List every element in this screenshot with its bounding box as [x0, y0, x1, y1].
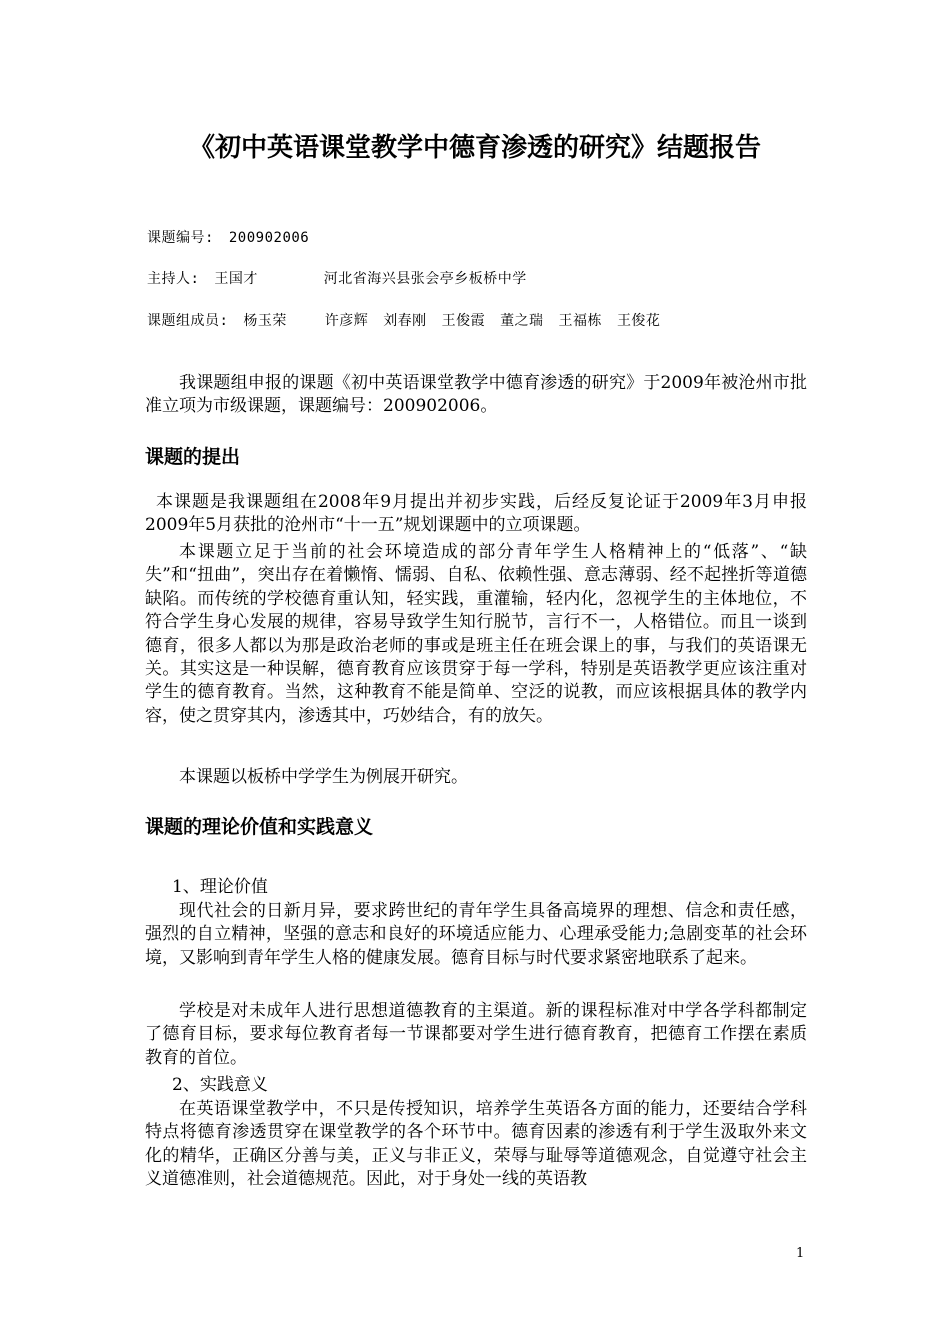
member-name: 董之瑞 [500, 313, 544, 329]
subheading-theory: 1、理论价值 [172, 877, 268, 897]
theory-paragraph-1: 现代社会的日新月异，要求跨世纪的青年学生具备高境界的理想、信念和责任感，强烈的自立精神，坚强的意志和良好的环境适应能力、心理承受能力;急剧变革的社会环境，又影响到青年学生人格的健康发展。德育目标与时代要求紧密地联系了起来。 [145, 901, 807, 968]
member-name: 王俊霞 [441, 313, 486, 329]
proposal-paragraph-1: 本课题是我课题组在2008年9月提出并初步实践，后经反复论证于2009年3月申报2009年5月获批的沧州市“十一五”规划课题中的立项课题。 [145, 492, 807, 536]
theory-paragraph-2: 学校是对未成年人进行思想道德教育的主渠道。新的课程标准对中学各学科都制定了德育目标，要求每位教育者每一节课都要对学生进行德育教育，把德育工作摆在素质教育的首位。 [145, 1001, 807, 1068]
members-label: 课题组成员: [147, 313, 229, 329]
proposal-paragraph-2: 本课题立足于当前的社会环境造成的部分青年学生人格精神上的“低落”、“缺失”和“扭曲”，突出存在着懒惰、懦弱、自私、依赖性强、意志薄弱、经不起挫折等道德缺陷。而传统的学校德育重认知，轻实践，重灌输，轻内化，忽视学生的主体地位，不符合学生身心发展的规律，容易导致学生知行脱节，言行不一，人格错位。而且一谈到德育，很多人都以为那是政治老师的事或是班主任在班会课上的事，与我们的英语课无关。其实这是一种误解，德育教育应该贯穿于每一学科，特别是英语教学更应该注重对学生的德育教育。当然，这种教育不能是简单、空泛的说教，而应该根据具体的教学内容，使之贯穿其内，渗透其中，巧妙结合，有的放矢。 [145, 542, 807, 726]
section-heading-proposal: 课题的提出 [145, 446, 241, 468]
intro-paragraph: 我课题组申报的课题《初中英语课堂教学中德育渗透的研究》于2009年被沧州市批准立项为市级课题，课题编号：200902006。 [145, 373, 807, 417]
practice-paragraph: 在英语课堂教学中，不只是传授知识，培养学生英语各方面的能力，还要结合学科特点将德育渗透贯穿在课堂教学的各个环节中。德育因素的渗透有利于学生汲取外来文化的精华，正确区分善与美，正义与非正义，荣辱与耻辱等道德观念，自觉遵守社会主义道德准则，社会道德规范。因此，对于身处一线的英语教 [145, 1099, 807, 1190]
host-label: 主持人: [147, 271, 200, 287]
members-line [147, 311, 660, 331]
host-name: 王国才 [214, 271, 258, 287]
host-school: 河北省海兴县张会亭乡板桥中学 [323, 271, 527, 287]
page-number: 1 [796, 1246, 805, 1261]
project-number-line [147, 228, 309, 248]
host-line [147, 269, 527, 289]
project-number-value: 200902006 [228, 230, 310, 246]
member-name: 刘春刚 [383, 313, 427, 329]
proposal-paragraph-3: 本课题以板桥中学学生为例展开研究。 [179, 767, 468, 787]
member-name: 许彦辉 [324, 313, 369, 329]
subheading-practice: 2、实践意义 [172, 1075, 268, 1095]
document-title: 《初中英语课堂教学中德育渗透的研究》结题报告 [188, 133, 761, 163]
section-heading-value: 课题的理论价值和实践意义 [145, 816, 374, 838]
project-number-label: 课题编号: [147, 230, 214, 246]
member-name: 王俊花 [616, 313, 661, 329]
member-name: 杨玉荣 [243, 313, 287, 329]
member-name: 王福栋 [558, 313, 602, 329]
